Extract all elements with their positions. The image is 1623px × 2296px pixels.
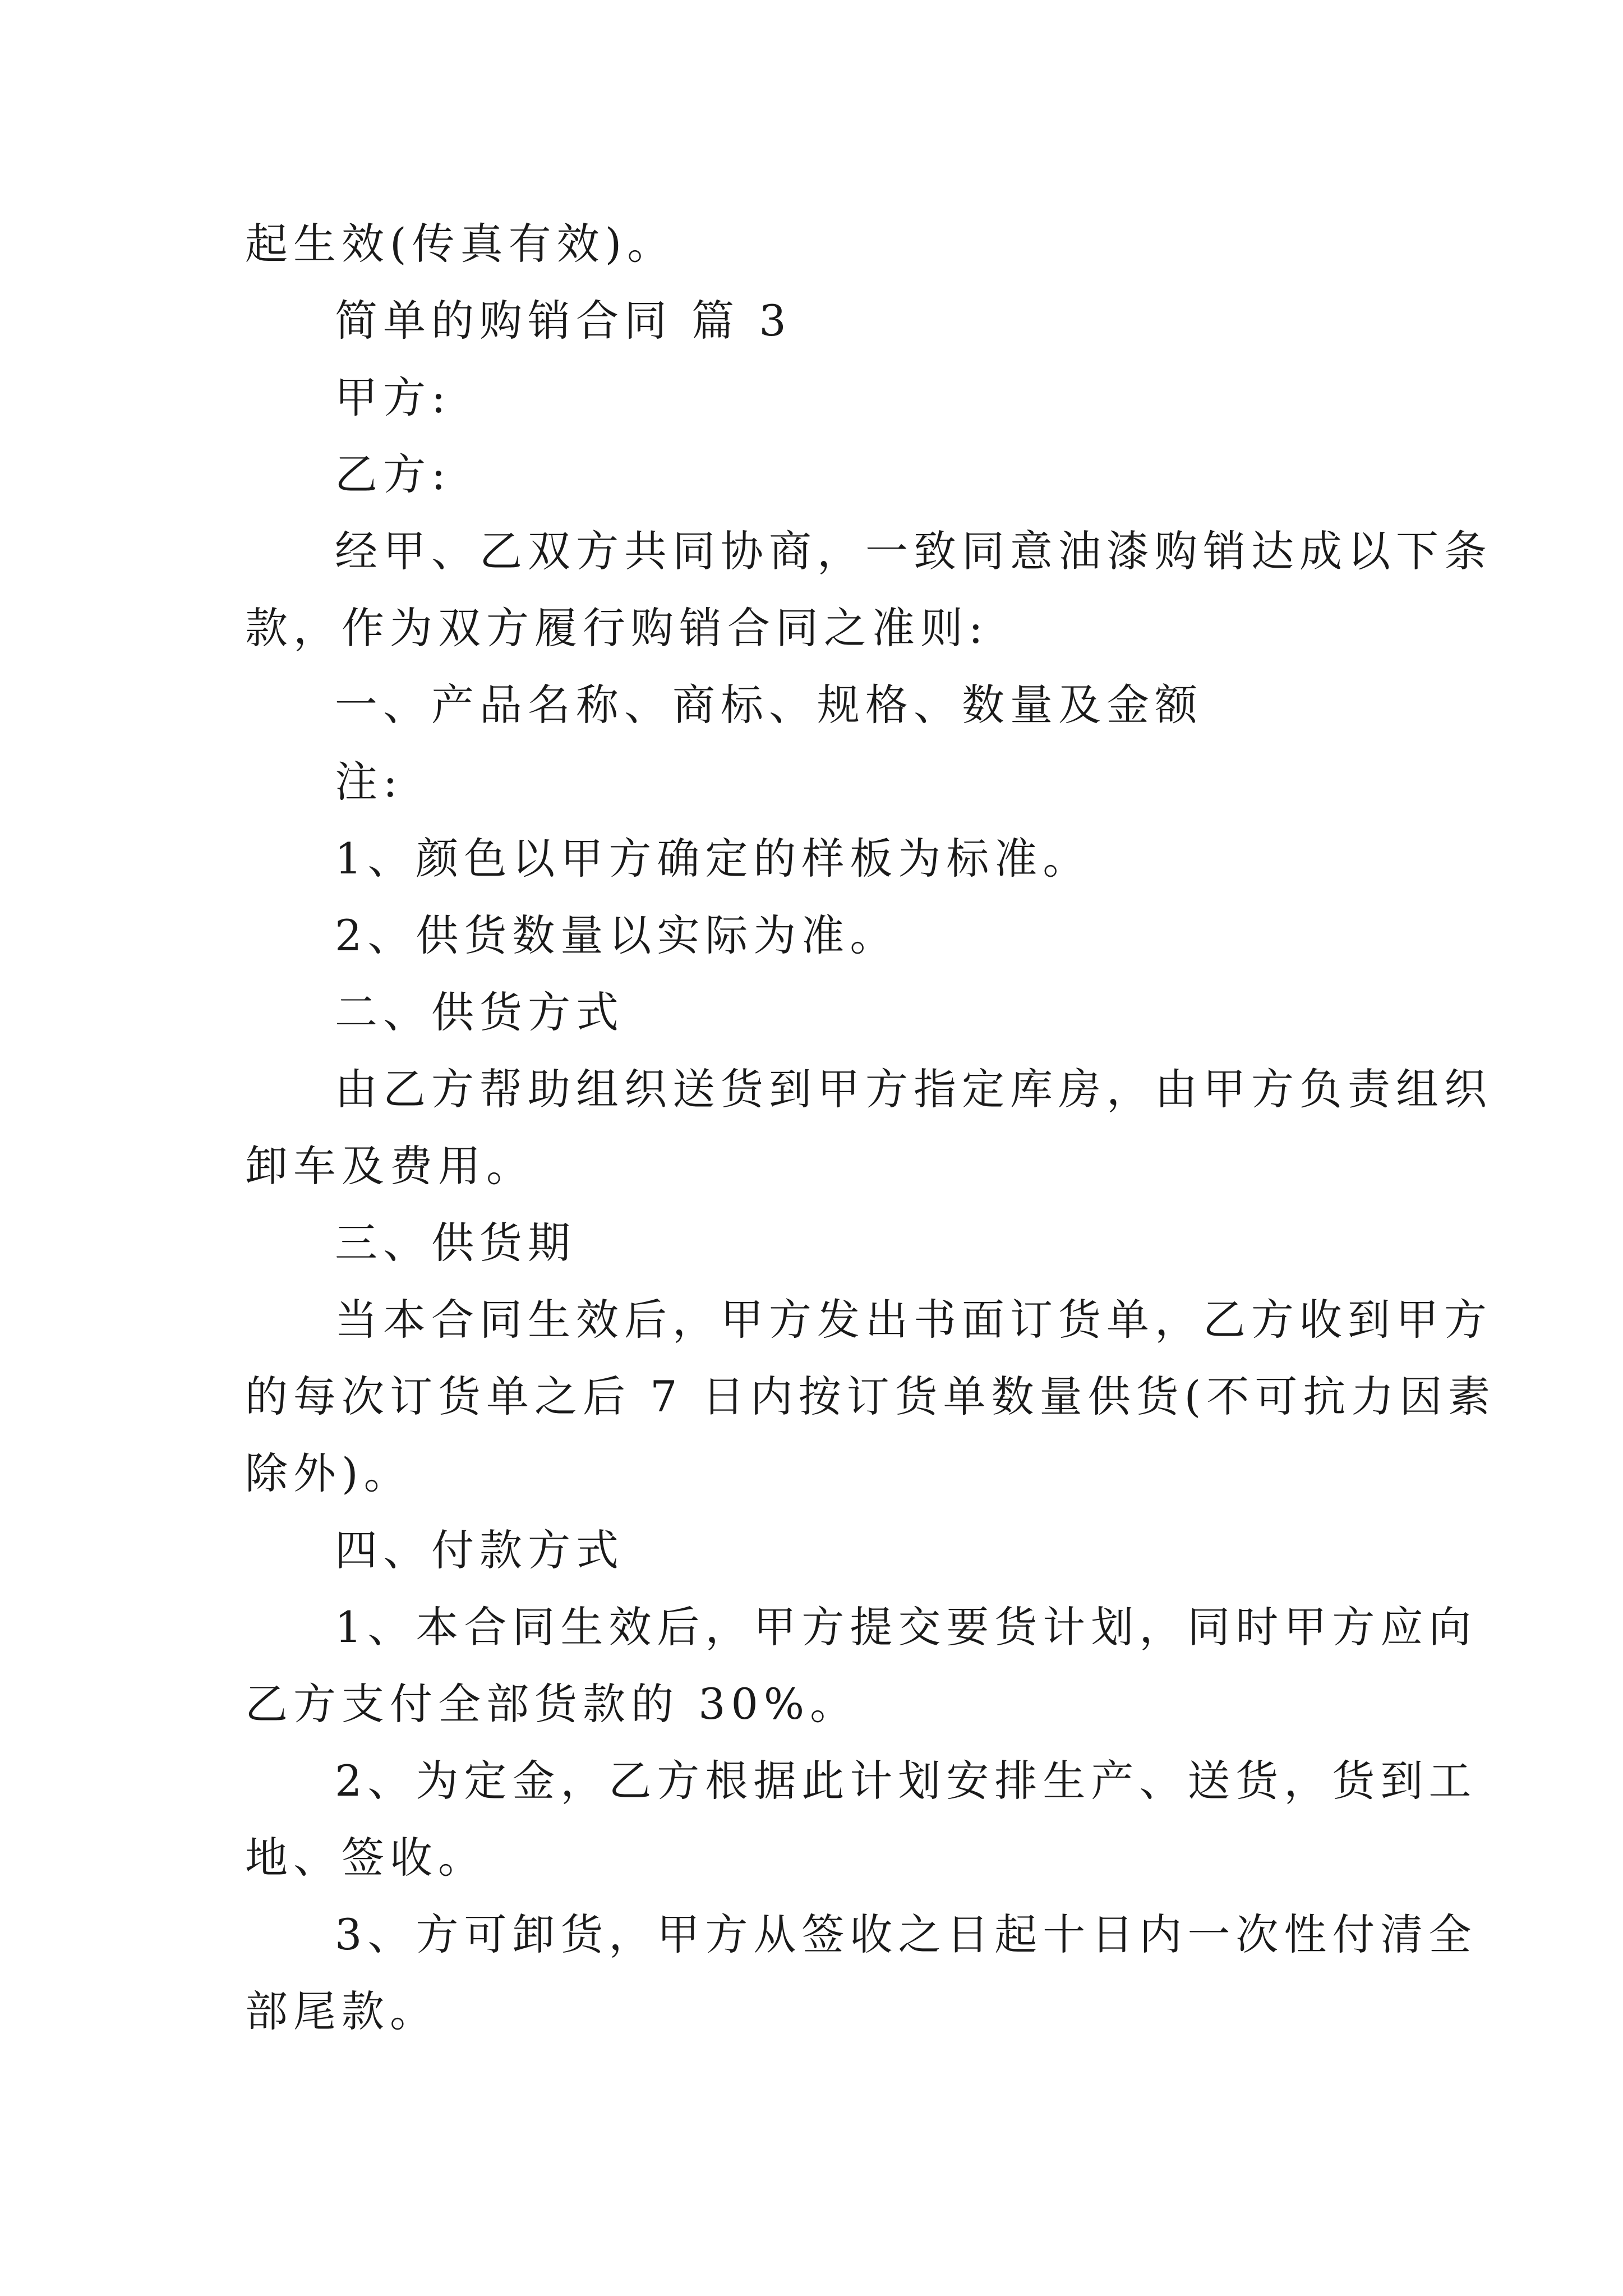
text-line: 经甲、乙双方共同协商，一致同意油漆购销达成以下条 [335, 526, 1492, 576]
party-a-label: 甲方: [335, 372, 451, 422]
text-line: 地、签收。 [245, 1833, 486, 1883]
text-line: 3、方可卸货，甲方从签收之日起十日内一次性付清全 [335, 1910, 1477, 1959]
text-line: 除外)。 [245, 1448, 412, 1498]
text-line: 的每次订货单之后 7 日内按订货单数量供货(不可抗力因素 [245, 1372, 1496, 1421]
clause-heading: 四、付款方式 [335, 1525, 624, 1575]
clause-heading: 一、产品名称、商标、规格、数量及金额 [335, 680, 1203, 730]
section-title: 简单的购销合同 篇 3 [335, 296, 792, 346]
text-line: 2、为定金，乙方根据此计划安排生产、送货，货到工 [335, 1756, 1477, 1806]
text-line: 当本合同生效后，甲方发出书面订货单，乙方收到甲方 [335, 1295, 1492, 1345]
document-body [245, 205, 1496, 2050]
text-line: 1、本合同生效后，甲方提交要货计划，同时甲方应向 [335, 1602, 1477, 1652]
text-line: 起生效(传真有效)。 [245, 219, 676, 269]
text-line: 1、颜色以甲方确定的样板为标准。 [335, 834, 1091, 884]
text-line: 由乙方帮助组织送货到甲方指定库房，由甲方负责组织 [335, 1064, 1492, 1114]
party-b-label: 乙方: [335, 449, 451, 499]
text-line: 款，作为双方履行购销合同之准则: [245, 603, 989, 653]
clause-heading: 二、供货方式 [335, 987, 624, 1037]
text-line: 乙方支付全部货款的 30%。 [245, 1679, 859, 1729]
text-line: 2、供货数量以实际为准。 [335, 910, 898, 960]
text-line: 部尾款。 [245, 1986, 438, 2036]
note-label: 注: [335, 757, 403, 807]
text-line: 卸车及费用。 [245, 1141, 534, 1191]
clause-heading: 三、供货期 [335, 1218, 576, 1268]
